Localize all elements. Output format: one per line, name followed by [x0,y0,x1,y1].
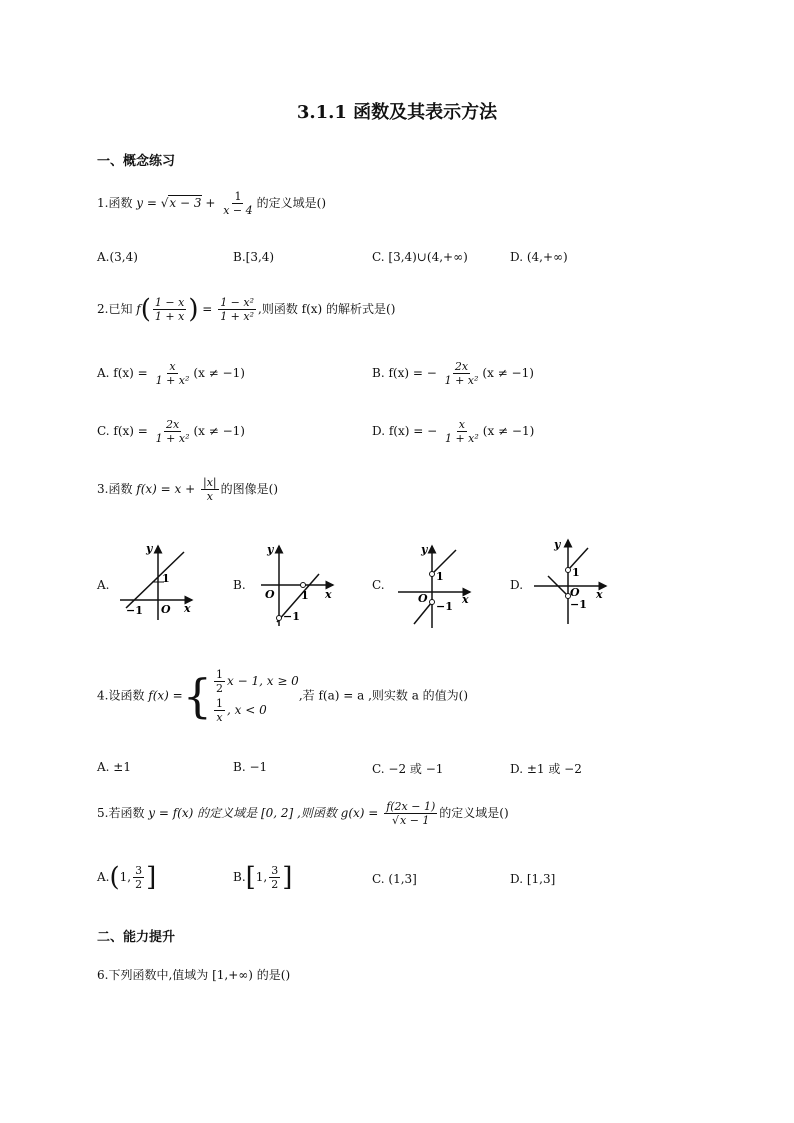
option-one: 1, [255,870,268,884]
q3-option-a-label[interactable]: A. [97,578,110,592]
origin-label: O [161,603,171,616]
tick-label-neg-1: −1 [436,600,453,613]
q5-option-b[interactable] [233,864,292,891]
q3-option-b-label[interactable]: B. [233,578,246,592]
fraction-denominator: 1 + x² [155,374,190,387]
y-axis-label: y [146,542,153,555]
option-condition: (x ≠ −1) [193,366,245,380]
question-4-prefix: 4.设函数 [97,688,145,703]
question-1-suffix: 的定义域是() [256,196,327,210]
question-1-sqrt-body: x − 3 [169,196,202,210]
tick-label-1: 1 [162,572,170,585]
question-2-prefix: 2.已知 [97,302,133,316]
fraction-numerator: 1 − x [154,296,185,309]
fraction-denominator: x [206,490,213,503]
left-brace: { [182,669,213,723]
piece-2-rest: , x < 0 [227,703,267,717]
right-bracket: ] [146,862,157,893]
question-2-arg-fraction [153,296,186,323]
fraction-numerator: 3 [135,864,143,877]
q2-option-b[interactable] [372,360,534,387]
question-2-rhs-fraction [218,296,256,323]
fraction-denominator: 1 + x² [155,432,190,445]
option-condition: (x ≠ −1) [482,424,535,438]
tick-label-1: 1 [301,589,309,602]
origin-label: O [265,588,275,601]
sqrt-symbol: √ [160,196,169,210]
option-condition: (x ≠ −1) [193,424,245,438]
right-paren: ) [188,294,199,325]
q1-option-d[interactable]: D. (4,+∞) [510,250,568,264]
tick-label-neg-1: −1 [126,604,143,617]
question-5-mid: y = f(x) 的定义域是 [0, 2] ,则函数 [148,806,337,820]
fraction-denominator: √x − 1 [392,814,430,827]
section-heading-ability: 二、能力提升 [97,930,176,945]
question-3-fraction [201,476,219,503]
y-axis-label: y [554,538,561,551]
question-4-suffix: ,若 f(a) = a ,则实数 a 的值为() [298,688,469,703]
option-fraction [154,360,192,387]
origin-label: O [570,586,580,599]
q3-graph-c[interactable] [392,538,477,630]
question-1-fraction [221,190,254,217]
y-axis-label: y [267,543,274,556]
question-5 [97,800,509,827]
fraction-numerator: |x| [203,476,217,489]
question-5-suffix: 的定义域是() [439,806,509,820]
fraction-numerator: x [458,418,465,431]
question-1-prefix: 1.函数 [97,196,133,210]
fraction-denominator: 1 + x² [444,374,479,387]
option-lead: A. f(x) = [97,366,148,380]
q2-option-a[interactable] [97,360,245,387]
option-one: 1, [119,870,132,884]
question-3-suffix: 的图像是() [220,482,279,496]
q4-option-d[interactable]: D. ±1 或 −2 [510,762,582,776]
fraction-numerator: f(2x − 1) [386,800,436,813]
option-fraction [154,418,192,445]
piecewise-cases [212,668,299,724]
option-condition: (x ≠ −1) [482,366,534,380]
fraction-numerator: x [169,360,176,373]
question-1-y: y = [136,196,157,210]
tick-label-1: 1 [572,566,580,579]
fraction-denominator: x [216,711,223,724]
question-2-equals: = [202,302,213,316]
q1-option-c[interactable]: C. [3,4)∪(4,+∞) [372,250,468,264]
y-axis-label: y [421,543,428,556]
fraction-numerator: 2x [165,418,180,431]
option-lead: D. f(x) = − [372,424,438,438]
fraction-numerator: 2x [454,360,469,373]
question-1-plus: + [205,196,216,210]
q3-graph-b[interactable] [255,538,340,628]
q3-option-c-label[interactable]: C. [372,578,385,592]
q3-graph-a[interactable] [112,538,202,623]
tick-label-neg-1: −1 [283,610,300,623]
fraction-denominator: 1 + x² [220,310,255,323]
piece-2 [212,697,299,724]
q5-option-c[interactable]: C. (1,3] [372,872,417,886]
origin-label: O [418,592,428,605]
x-axis-label: x [325,588,332,601]
left-bracket: ( [109,862,120,893]
q5-option-d[interactable]: D. [1,3] [510,872,556,886]
option-lead: C. f(x) = [97,424,148,438]
fraction-denominator: x − 4 [223,204,253,217]
question-3 [97,476,278,503]
q2-option-c[interactable] [97,418,245,445]
question-4 [97,668,468,724]
option-lead: B. f(x) = − [372,366,437,380]
fraction-numerator: 1 [216,697,224,710]
q4-option-a[interactable]: A. ±1 [97,760,131,774]
question-1 [97,190,326,217]
q2-option-d[interactable] [372,418,534,445]
fraction-denominator: 2 [135,878,143,891]
fraction-numerator: 1 [216,668,224,681]
q4-option-c[interactable]: C. −2 或 −1 [372,762,444,776]
question-3-lead: f(x) = x + [136,482,196,496]
q1-option-b[interactable]: B.[3,4) [233,250,275,264]
fraction-denominator: 2 [216,682,224,695]
right-bracket: ] [282,862,293,893]
option-fraction [443,418,481,445]
q3-graph-d[interactable] [530,534,615,626]
fraction-denominator: 1 + x² [444,432,479,445]
piece-1-rest: x − 1, x ≥ 0 [227,674,299,688]
section-heading-concept: 一、概念练习 [97,154,176,169]
tick-label-neg-1: −1 [570,598,587,611]
piece-1-fraction [214,668,225,695]
tick-label-1: 1 [436,570,444,583]
question-5-fraction [384,800,437,827]
option-lead: B. [233,870,246,884]
fraction-denominator: 1 + x [154,310,185,323]
question-5-prefix: 5.若函数 [97,806,145,820]
question-2 [97,296,395,323]
question-5-g: g(x) = [340,806,379,820]
q5-option-a[interactable] [97,864,156,891]
question-6: 6.下列函数中,值域为 [1,+∞) 的是() [97,968,291,982]
option-fraction [443,360,481,387]
fraction-numerator: 1 [234,190,242,203]
option-lead: A. [97,870,110,884]
q4-option-b[interactable]: B. −1 [233,760,268,774]
fraction-denominator: 2 [271,878,279,891]
page-title: 3.1.1 函数及其表示方法 [296,102,498,123]
sqrt-body: x − 1 [400,814,430,827]
option-fraction [133,864,144,891]
question-2-suffix: ,则函数 f(x) 的解析式是() [258,302,396,316]
x-axis-label: x [462,593,469,606]
x-axis-label: x [596,588,603,601]
question-4-lead: f(x) = [148,688,183,703]
q3-option-d-label[interactable]: D. [510,578,524,592]
piece-1 [212,668,299,695]
piece-2-fraction [214,697,225,724]
question-3-prefix: 3.函数 [97,482,133,496]
fraction-numerator: 3 [271,864,279,877]
left-bracket: [ [245,862,256,893]
x-axis-label: x [184,602,191,615]
left-paren: ( [140,294,151,325]
question-2-f: f [136,302,141,316]
option-fraction [269,864,280,891]
q1-option-a[interactable]: A.(3,4) [97,250,138,264]
fraction-numerator: 1 − x² [220,296,255,309]
